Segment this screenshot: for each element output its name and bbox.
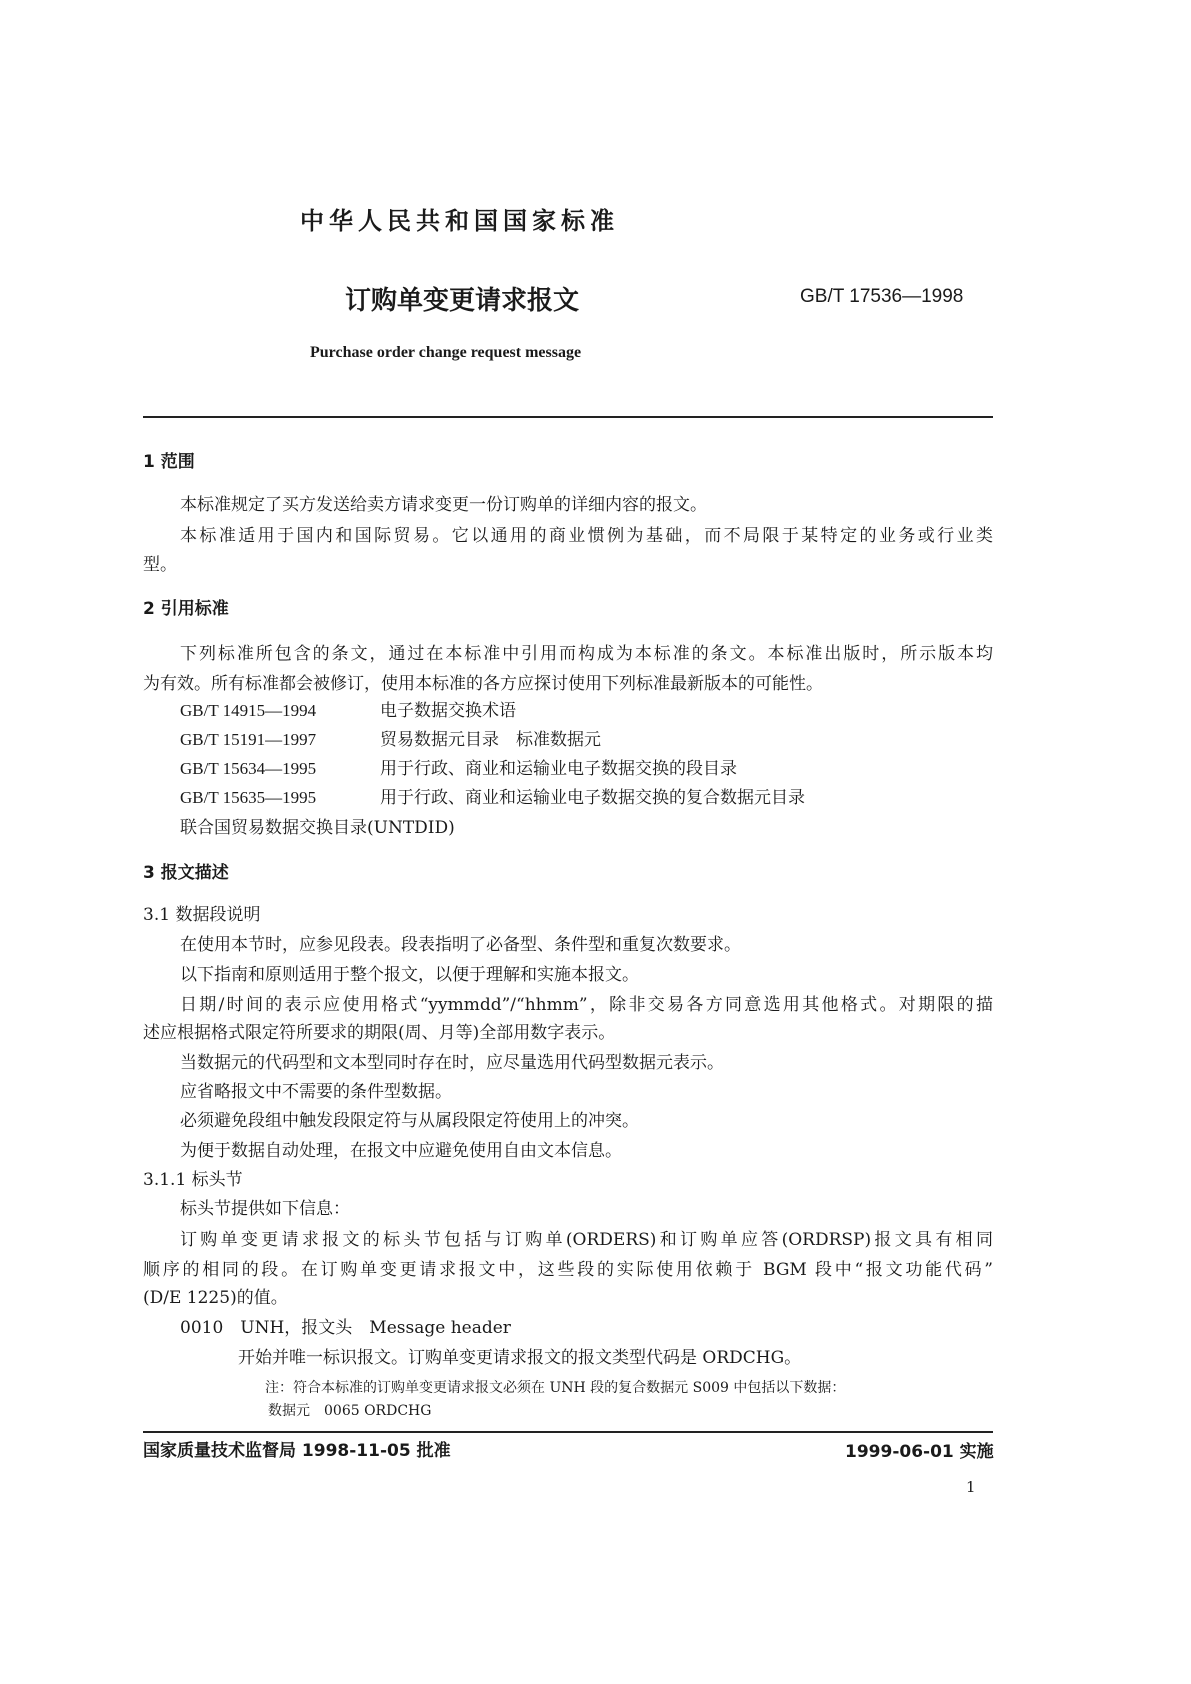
section-1-heading: 1 范围: [143, 452, 195, 472]
document-title-english: Purchase order change request message: [310, 344, 582, 361]
reference-title: 用于行政、商业和运输业电子数据交换的段目录: [380, 759, 737, 779]
paragraph: 当数据元的代码型和文本型同时存在时，应尽量选用代码型数据元表示。: [180, 1053, 724, 1073]
paragraph: 必须避免段组中触发段限定符与从属段限定符使用上的冲突。: [180, 1111, 639, 1131]
section-2-heading: 2 引用标准: [143, 599, 229, 619]
national-standard-heading: 中华人民共和国国家标准: [300, 207, 619, 235]
subsection-3-1-1-heading: 3.1.1 标头节: [143, 1170, 243, 1190]
section-3-heading: 3 报文描述: [143, 863, 229, 883]
reference-code: GB/T 15635—1995: [180, 788, 317, 807]
page-number: 1: [966, 1478, 976, 1496]
reference-code: GB/T 15634—1995: [180, 759, 317, 778]
reference-code: GB/T 15191—1997: [180, 730, 317, 749]
header-rule: [143, 416, 993, 418]
paragraph: 为便于数据自动处理，在报文中应避免使用自由文本信息。: [180, 1141, 622, 1161]
paragraph: 下列标准所包含的条文，通过在本标准中引用而构成为本标准的条文。本标准出版时，所示版本均: [180, 644, 993, 664]
reference-item: [180, 700, 516, 722]
paragraph: 本标准适用于国内和国际贸易。它以通用的商业惯例为基础，而不局限于某特定的业务或行业类: [180, 526, 993, 546]
paragraph: 述应根据格式限定符所要求的期限(周、月等)全部用数字表示。: [143, 1023, 616, 1043]
paragraph: 订购单变更请求报文的标头节包括与订购单(ORDERS)和订购单应答(ORDRSP)报文具有相同: [180, 1230, 993, 1250]
paragraph: 以下指南和原则适用于整个报文，以便于理解和实施本报文。: [180, 965, 639, 985]
paragraph: (D/E 1225)的值。: [143, 1288, 288, 1308]
segment-description: 开始并唯一标识报文。订购单变更请求报文的报文类型代码是 ORDCHG。: [238, 1348, 802, 1368]
reference-title: 用于行政、商业和运输业电子数据交换的复合数据元目录: [380, 788, 805, 808]
paragraph: 应省略报文中不需要的条件型数据。: [180, 1082, 452, 1102]
paragraph: 顺序的相同的段。在订购单变更请求报文中，这些段的实际使用依赖于 BGM 段中“报文功能代码”: [143, 1260, 993, 1280]
paragraph: 型。: [143, 555, 177, 575]
reference-item: 联合国贸易数据交换目录(UNTDID): [180, 818, 455, 838]
subsection-3-1-heading: 3.1 数据段说明: [143, 905, 261, 925]
note: 注：符合本标准的订购单变更请求报文必须在 UNH 段的复合数据元 S009 中包括以下数据：: [265, 1380, 846, 1396]
reference-title: 电子数据交换术语: [380, 701, 516, 721]
paragraph: 在使用本节时，应参见段表。段表指明了必备型、条件型和重复次数要求。: [180, 935, 741, 955]
document-title: 订购单变更请求报文: [345, 286, 580, 316]
paragraph: 日期/时间的表示应使用格式“yymmdd”/“hhmm”，除非交易各方同意选用其他格式。对期限的描: [180, 995, 993, 1015]
footer-rule: [143, 1431, 993, 1433]
segment-entry: 0010 UNH，报文头 Message header: [180, 1318, 511, 1338]
reference-item: [180, 729, 601, 751]
reference-code: GB/T 14915—1994: [180, 701, 317, 720]
standard-number: GB/T 17536—1998: [800, 286, 964, 307]
effective-date: 1999-06-01 实施: [845, 1442, 994, 1462]
paragraph: 本标准规定了买方发送给卖方请求变更一份订购单的详细内容的报文。: [180, 495, 707, 515]
approval-date: 国家质量技术监督局 1998-11-05 批准: [143, 1441, 451, 1461]
reference-item: [180, 758, 737, 780]
note-data: 数据元 0065 ORDCHG: [268, 1403, 432, 1419]
reference-item: [180, 787, 805, 809]
paragraph: 为有效。所有标准都会被修订，使用本标准的各方应探讨使用下列标准最新版本的可能性。: [143, 674, 823, 694]
paragraph: 标头节提供如下信息：: [180, 1199, 350, 1219]
reference-title: 贸易数据元目录 标准数据元: [380, 730, 601, 750]
